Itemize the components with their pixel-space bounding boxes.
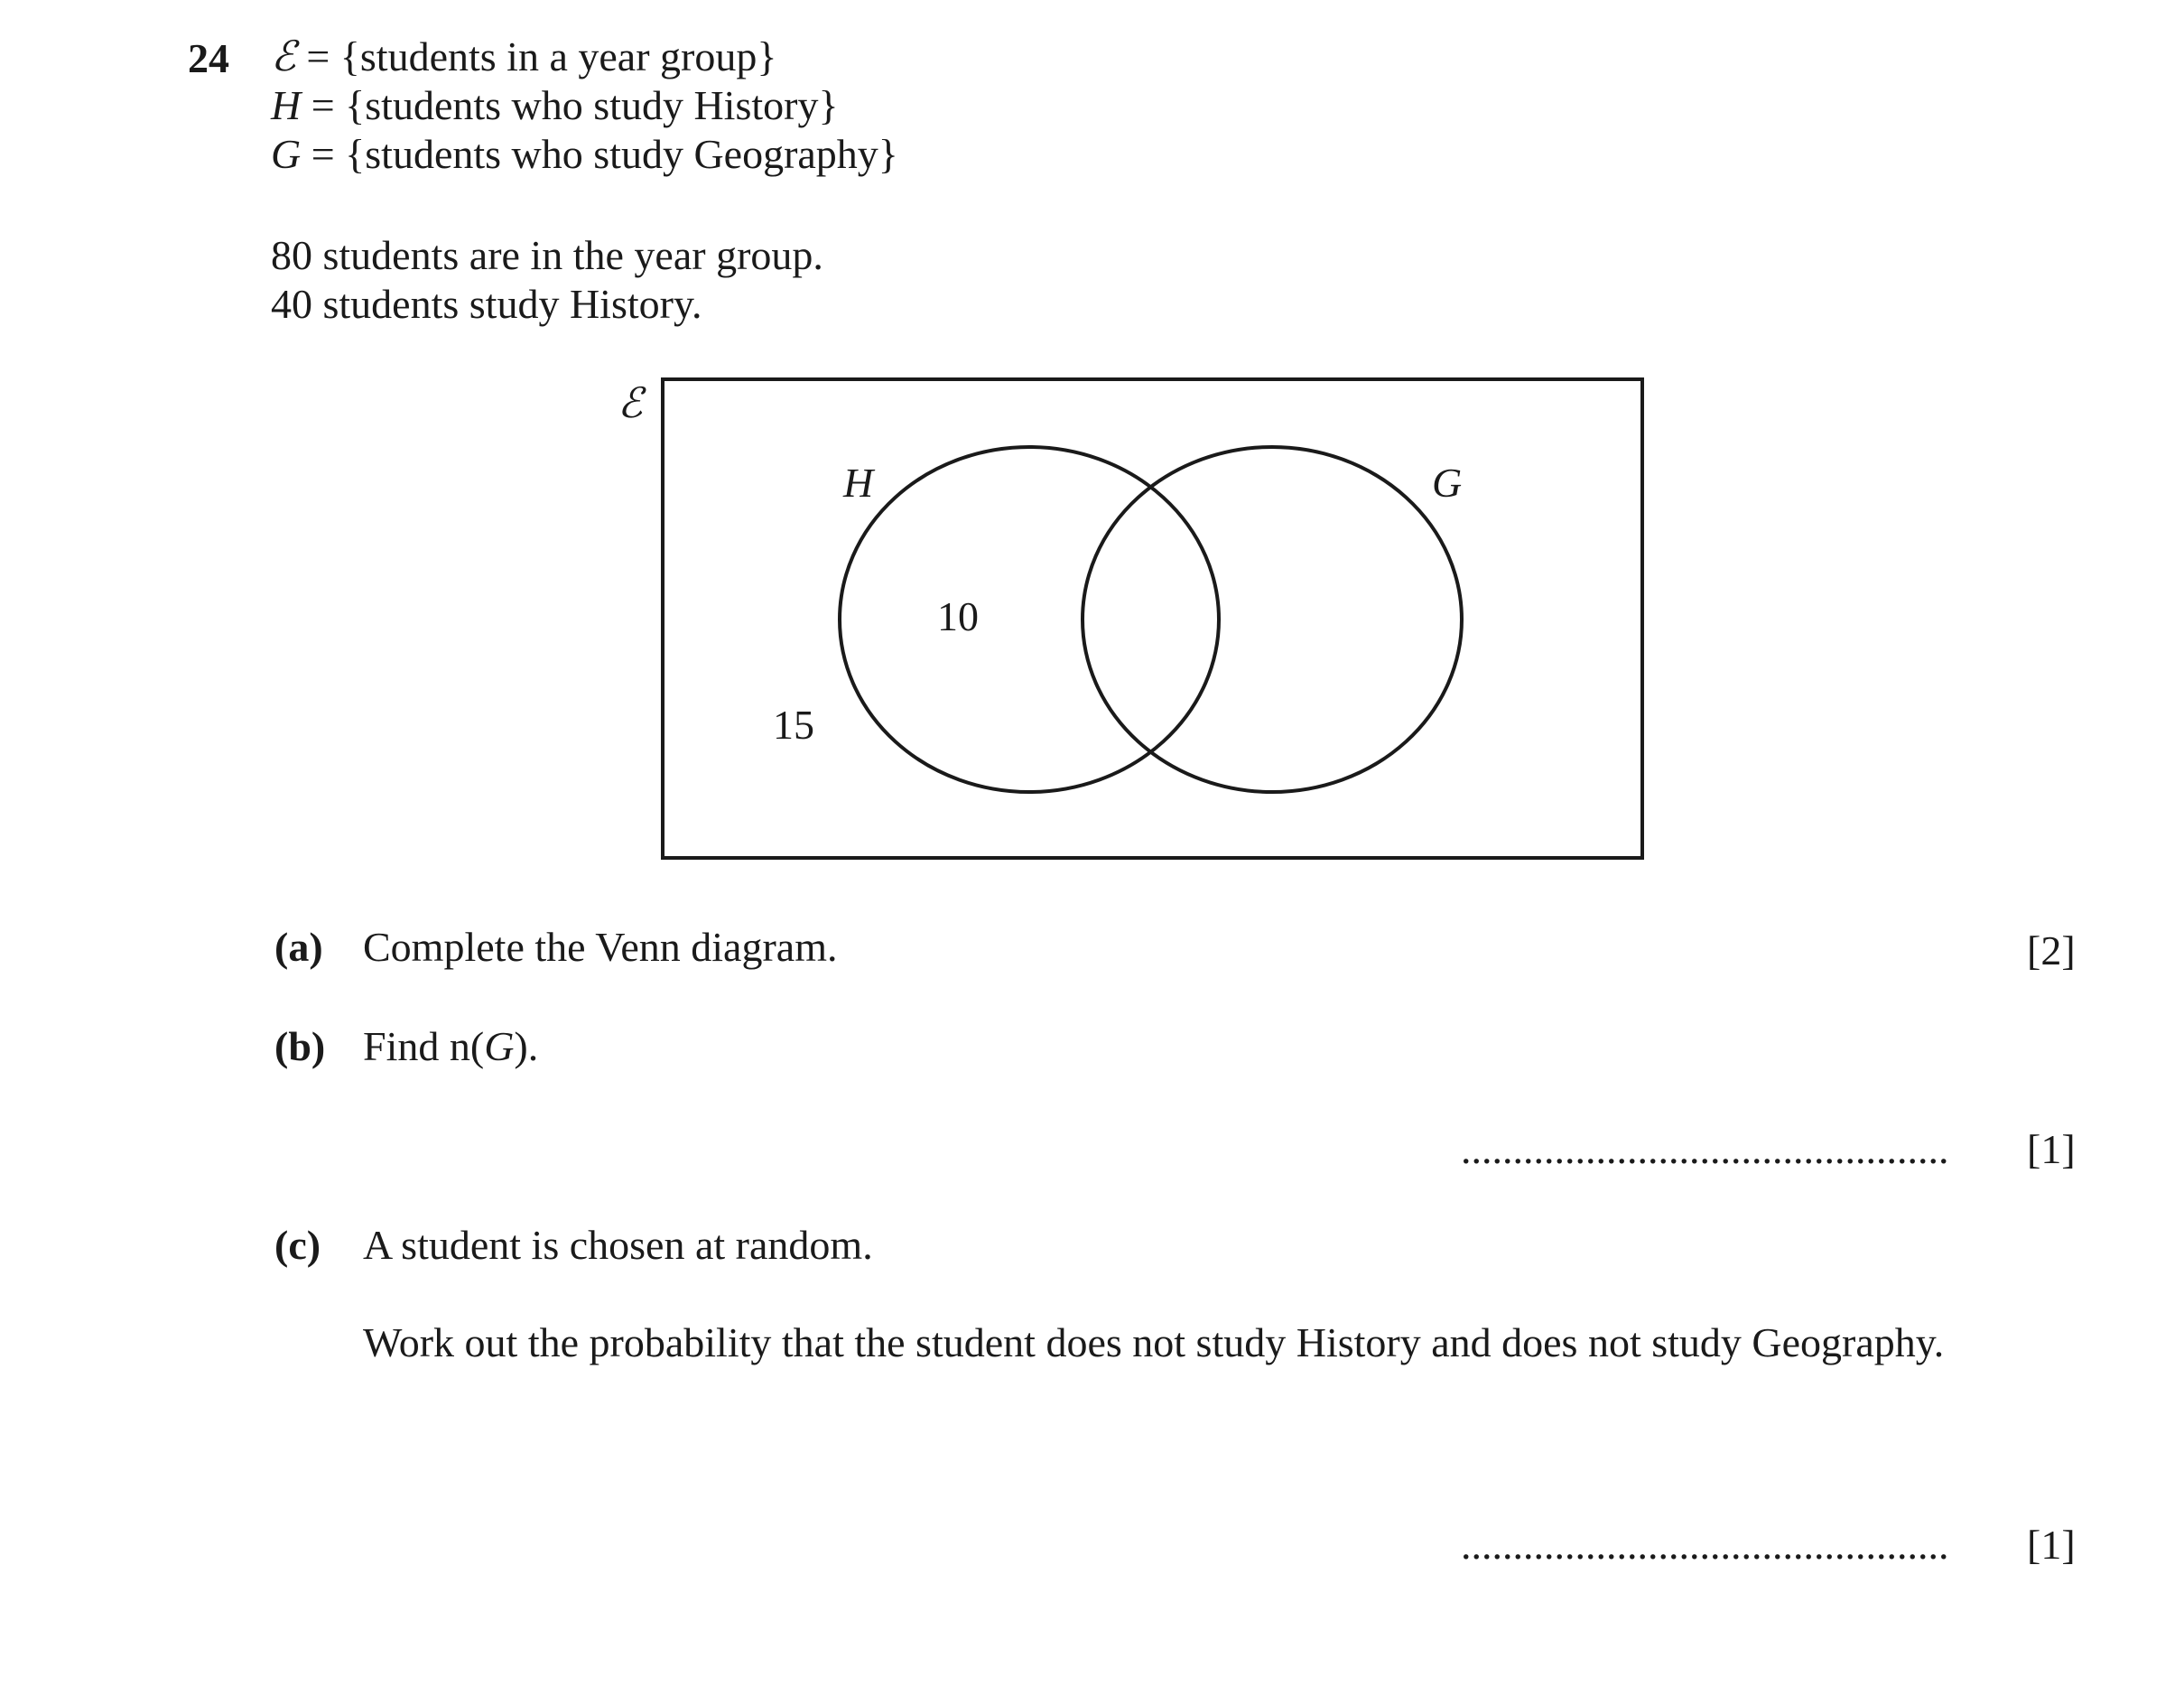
part-b-letter: (b): [274, 1023, 326, 1069]
definition-history-text: = {students who study History}: [301, 82, 839, 128]
outside-value: 15: [773, 702, 814, 748]
question-number: 24: [188, 35, 229, 81]
h-only-value: 10: [937, 593, 979, 639]
part-b-text: [363, 1023, 539, 1069]
universal-set-rectangle: [663, 379, 1642, 858]
geography-symbol: G: [271, 131, 302, 177]
set-g-label: G: [1432, 460, 1463, 506]
part-c-marks: [1]: [2027, 1522, 2076, 1568]
part-b-label: [274, 1023, 326, 1069]
part-b-text-suffix: ).: [514, 1023, 539, 1069]
part-a-text: Complete the Venn diagram.: [363, 924, 838, 970]
history-symbol: H: [271, 82, 302, 128]
part-c-text: A student is chosen at random.: [363, 1222, 873, 1268]
definition-universal-text: = {students in a year group}: [295, 33, 777, 79]
universal-label: ℰ: [618, 380, 643, 426]
part-b-text-prefix: Find n(: [363, 1023, 485, 1069]
part-c-letter: (c): [274, 1222, 321, 1268]
set-h-label: H: [843, 460, 874, 506]
part-c-answer-line[interactable]: ...............................................: [1461, 1522, 1949, 1568]
fact-total-students: 80 students are in the year group.: [271, 232, 823, 278]
definition-geography-text: = {students who study Geography}: [301, 131, 898, 177]
part-b-marks: [1]: [2027, 1126, 2076, 1172]
part-a-letter: (a): [274, 924, 323, 970]
part-b-variable: G: [484, 1023, 515, 1069]
part-c-text2: Work out the probability that the student does not study History and does not study Geography.: [363, 1319, 1945, 1365]
universal-symbol: ℰ: [271, 33, 296, 79]
set-g-circle: [1083, 447, 1462, 792]
fact-history-students: 40 students study History.: [271, 281, 702, 327]
part-b-answer-line[interactable]: ...............................................: [1461, 1126, 1949, 1172]
part-a-label: [274, 924, 323, 970]
part-c-label: [274, 1222, 321, 1268]
part-a-marks: [2]: [2027, 927, 2076, 973]
set-h-circle: [840, 447, 1219, 792]
